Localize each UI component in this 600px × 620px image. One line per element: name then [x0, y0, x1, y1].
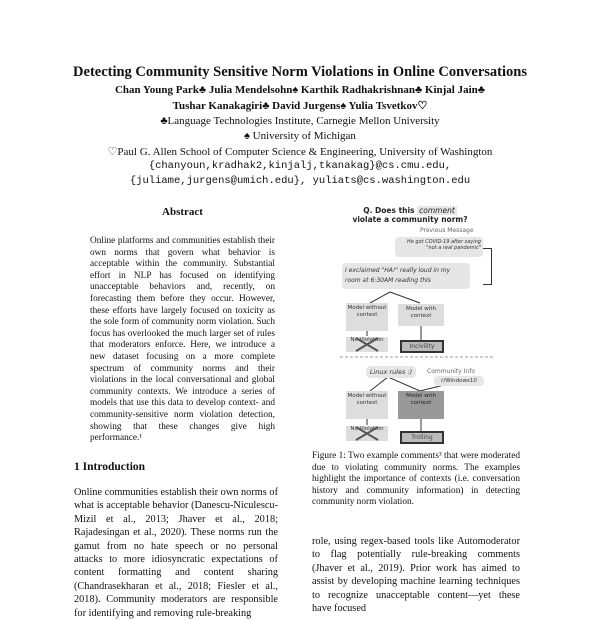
authors-line-2: Tushar Kanakagiri♣ David Jurgens♠ Yulia Tsvetkov♡ [172, 100, 428, 112]
incivility-label: Incivility [400, 340, 444, 353]
model-without-context-1: Model without context [346, 303, 388, 331]
community-box: r/Windows10 [434, 376, 484, 386]
right-column-text: role, using regex-based tools like Automoderator to flag potentially rule-breaking comments (Jhaver et al., 2019). Prior work has aimed to assist by developing machine learning techniques to recognize unacceptable content—yet these have focused [312, 536, 520, 615]
introduction-text: Online communities establish their own norms of what is acceptable behavior (Danescu-Niculescu-Mizil et al., 2013; Jhaver et al., 2018; Rajadesingan et al., 2020). These norms run the gamut from no hate speech or no personal attacks to more idiosyncratic expectations of content formatting and content sharing (Chandrasekharan et al., 2018; Fiesler et al., 2018). Community moderators are responsible for identifying and removing rule-breaking [74, 487, 278, 619]
no-violation-1: No Violation [346, 337, 388, 352]
figure-1 [300, 200, 520, 450]
figure-caption: Figure 1: Two example comments³ that were moderated due to violating community norms. The examples highlight the importance of contexts (i.e. conversation history and community information) in detecting community norm violation. [312, 451, 520, 508]
abstract-text: Online platforms and communities establish their own norms that govern what behavior is acceptable within the community. Substantial effort in NLP has focused on identifying unacceptable behaviors and, recently, on forecasting them before they occur. However, these efforts have largely focused on toxicity as the sole form of community norm violation. Such focus has overlooked the much larger set of rules that moderators enforce. Here, we introduce a new dataset focusing on a more complete spectrum of community norms and their violations in the local conversational and global community contexts. We introduce a series of models that use this data to develop context- and community-sensitive norm violation detection, showing that these changes give high performance.¹ [90, 236, 275, 444]
affiliation-uw: ♡Paul G. Allen School of Computer Science & Engineering, University of Washington [107, 146, 493, 158]
question-text: Q. Does this [363, 206, 415, 215]
paper-title: Detecting Community Sensitive Norm Violations in Online Conversations [73, 64, 527, 80]
question-text-2: violate a community norm? [352, 215, 468, 224]
affiliation-umich: ♠ University of Michigan [244, 130, 356, 142]
no-violation-2: No Violation [346, 426, 388, 441]
cross-icon [354, 425, 380, 442]
previous-message-bubble: He got COVID-19 after saying "not a real pandemic" [395, 237, 483, 257]
authors-line-1: Chan Young Park♣ Julia Mendelsohn♠ Karthik Radhakrishnan♣ Kinjal Jain♣ [114, 84, 486, 96]
emails-line-1: {chanyoun,kradhak2,kinjalj,tkanakag}@cs.cmu.edu, [148, 160, 452, 172]
community-info-label: Community Info [427, 368, 475, 375]
affiliation-cmu: ♣Language Technologies Institute, Carnegie Mellon University [160, 115, 440, 127]
model-without-context-2: Model without context [346, 391, 388, 419]
introduction-heading: 1 Introduction [74, 461, 146, 473]
previous-message-label: Previous Message [420, 227, 474, 234]
question-highlight: comment [419, 206, 455, 215]
emails-line-2: {juliame,jurgens@umich.edu}, yuliats@cs.washington.edu [129, 175, 471, 187]
comment-1-bubble: I exclaimed "HA!" really loud in my room at 6:30AM reading this [342, 263, 470, 289]
comment-2-bubble: Linux rules :) [366, 366, 416, 378]
abstract-heading: Abstract [162, 206, 203, 218]
trolling-label: Trolling [400, 431, 444, 444]
model-with-context-1: Model with context [398, 304, 444, 326]
cross-icon [354, 336, 380, 353]
model-with-context-2: Model with context [398, 391, 444, 419]
